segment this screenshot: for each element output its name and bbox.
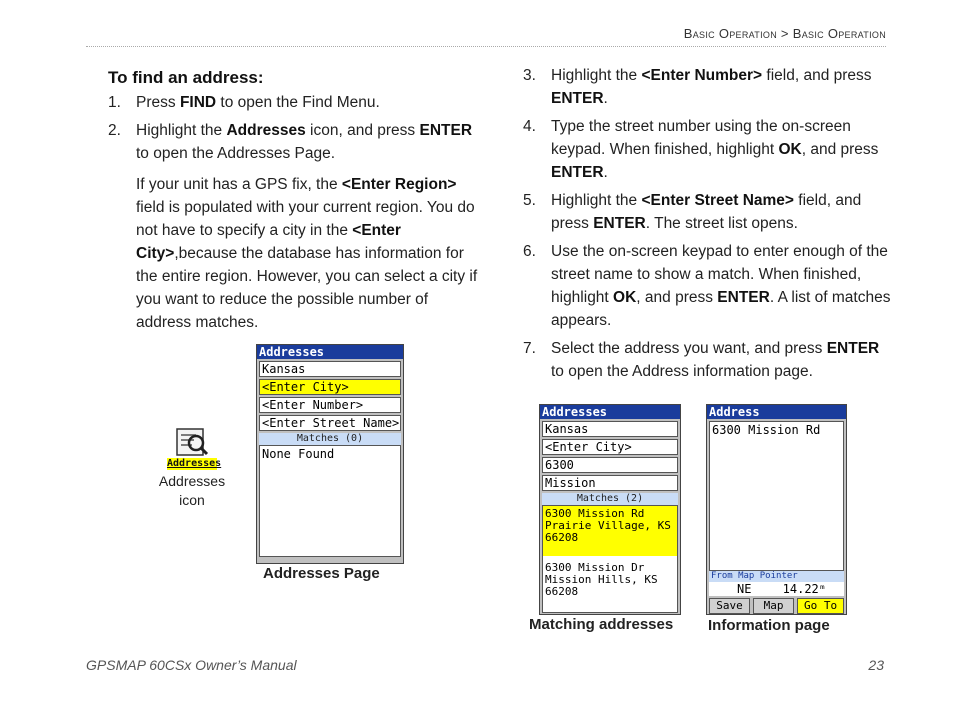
header-section: Basic Operation (683, 26, 777, 41)
screen-title: Addresses (540, 405, 680, 419)
step-number: 4. (523, 118, 536, 135)
step-text: Type the street number using the on-screen keypad. When finished, highlight (551, 118, 851, 158)
field-enter-city: <Enter City> (136, 222, 401, 262)
field-enter-street-name: <Enter Street Name> (641, 192, 794, 209)
step-number: 6. (523, 243, 536, 260)
direction-value: NE (737, 582, 752, 596)
step-2 (108, 119, 478, 165)
number-field[interactable]: 6300 (542, 457, 678, 473)
step-number: 2. (108, 122, 121, 139)
step-text: field, and press (551, 192, 862, 232)
step-number: 1. (108, 94, 121, 111)
step-1 (108, 91, 478, 114)
step-text: Use the on-screen keypad to enter enough of the street name to show a match. When finished, highlight (551, 243, 888, 306)
go-to-button[interactable]: Go To (797, 598, 844, 614)
key-ok: OK (613, 289, 637, 306)
information-page-screen (706, 404, 847, 615)
step-text: field, and press (762, 67, 872, 84)
key-enter: ENTER (551, 90, 604, 107)
list-item: None Found (262, 447, 335, 461)
page-number: 23 (868, 657, 884, 673)
note-text: If your unit has a GPS fix, the (136, 176, 342, 193)
step-text: to open the Find Menu. (216, 94, 380, 111)
match-line: Mission Hills, KS 66208 (545, 573, 658, 598)
step-4 (523, 115, 893, 184)
caption-line: icon (179, 492, 205, 508)
key-enter: ENTER (593, 215, 646, 232)
left-column (108, 66, 478, 334)
pointer-label: From Map Pointer (709, 571, 844, 582)
running-header (0, 26, 886, 41)
step-number: 7. (523, 340, 536, 357)
addresses-page-screen (256, 344, 404, 564)
match-list (542, 505, 678, 613)
match-line: 6300 Mission Rd (545, 507, 645, 520)
step-text: . (603, 164, 608, 181)
step-5 (523, 189, 893, 235)
step-text: to open the Address information page. (551, 363, 813, 380)
enter-street-name-field[interactable]: <Enter Street Name> (259, 415, 401, 431)
note-text: field is populated with your current region. You do not have to specify a city in the (136, 199, 475, 239)
step-text: to open the Addresses Page. (136, 145, 336, 162)
street-field[interactable]: Mission (542, 475, 678, 491)
list-item[interactable] (543, 560, 677, 600)
addresses-icon-badge: Addresses (167, 458, 222, 469)
key-ok: OK (778, 141, 802, 158)
field-enter-number: <Enter Number> (641, 67, 763, 84)
step-text: . The street list opens. (645, 215, 798, 232)
pointer-readout (709, 582, 844, 596)
step-3 (523, 64, 893, 110)
section-heading: To find an address: (108, 68, 264, 87)
addresses-icon-caption (150, 472, 234, 510)
matches-count: Matches (0) (259, 433, 401, 445)
addresses-page-caption: Addresses Page (263, 565, 380, 582)
addresses-icon (166, 426, 222, 472)
caption-line: Addresses (158, 473, 226, 489)
key-enter: ENTER (419, 122, 473, 139)
term-addresses: Addresses (226, 122, 306, 139)
enter-number-field[interactable]: <Enter Number> (259, 397, 401, 413)
field-enter-region: <Enter Region> (341, 176, 457, 193)
step-number: 5. (523, 192, 536, 209)
city-field[interactable]: <Enter City> (542, 439, 678, 455)
matches-count: Matches (2) (542, 493, 678, 505)
button-row (709, 598, 844, 614)
header-rule (86, 46, 886, 47)
match-line: 66208 (545, 531, 579, 544)
step-text: icon, and press (305, 122, 420, 139)
step-text: , and press (636, 289, 718, 306)
key-find: FIND (179, 94, 217, 111)
enter-city-field[interactable]: <Enter City> (259, 379, 401, 395)
match-line: Prairie Village, KS (545, 519, 671, 532)
header-subsection: Basic Operation (792, 26, 886, 41)
address-detail (709, 421, 844, 571)
region-field[interactable]: Kansas (542, 421, 678, 437)
screen-title: Addresses (257, 345, 403, 359)
step-7 (523, 337, 893, 383)
footer-manual-title: GPSMAP 60CSx Owner’s Manual (86, 657, 297, 673)
matching-addresses-caption: Matching addresses (529, 616, 674, 633)
match-line: 6300 Mission Dr (545, 561, 645, 574)
map-button[interactable]: Map (753, 598, 794, 614)
region-field[interactable]: Kansas (259, 361, 401, 377)
distance-value: 14.22ᵐ (782, 582, 826, 596)
screen-title: Address (707, 405, 846, 419)
list-item-selected[interactable] (543, 506, 677, 556)
right-column (523, 64, 893, 388)
address-line: 6300 Mission Rd (712, 423, 821, 437)
save-button[interactable]: Save (709, 598, 750, 614)
step-text: Highlight the (551, 67, 642, 84)
key-enter: ENTER (551, 164, 604, 181)
step-text: , and press (801, 141, 879, 158)
key-enter: ENTER (717, 289, 770, 306)
step-text: Select the address you want, and press (551, 340, 827, 357)
matching-addresses-screen (539, 404, 681, 615)
step-text: . (603, 90, 608, 107)
header-separator: > (780, 26, 789, 41)
step-number: 3. (523, 67, 536, 84)
match-list (259, 445, 401, 557)
note-paragraph (108, 173, 478, 334)
step-text: . A list of matches appears. (551, 289, 891, 329)
step-text: Highlight the (551, 192, 642, 209)
step-text: Highlight the (136, 122, 227, 139)
step-6 (523, 240, 893, 332)
note-text: ,because the database has information for the entire region. However, you can select a city if you want to reduce the possible number of address matches. (136, 245, 478, 331)
step-text: Press (136, 94, 180, 111)
key-enter: ENTER (826, 340, 880, 357)
information-page-caption: Information page (708, 617, 830, 634)
